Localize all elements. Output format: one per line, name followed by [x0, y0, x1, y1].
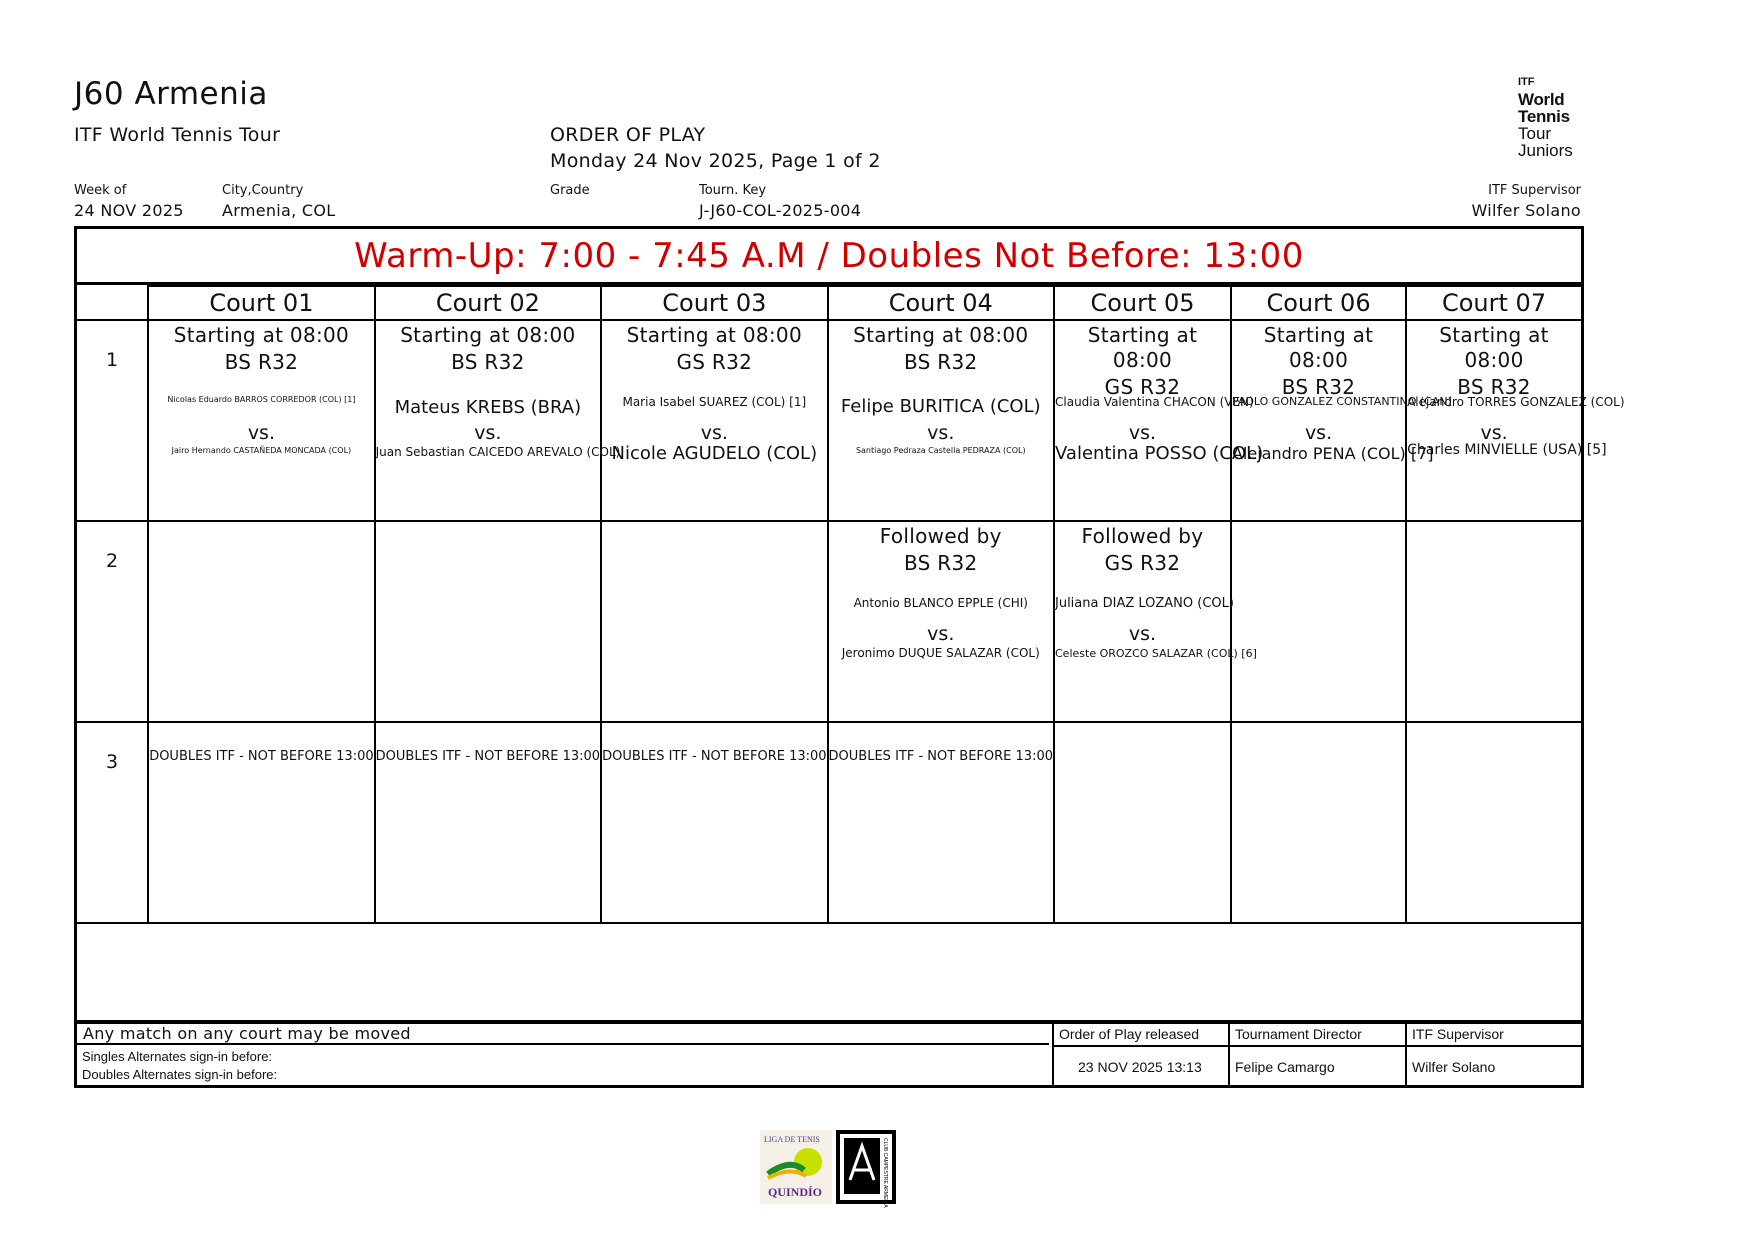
court-header: Court 04 — [828, 286, 1054, 320]
vs-label: vs. — [1304, 422, 1333, 444]
match-event: BS R32 — [903, 551, 978, 575]
doubles-cell — [828, 722, 1054, 923]
schedule-row — [77, 521, 1581, 722]
order-of-play-title: ORDER OF PLAY — [550, 124, 706, 146]
match-time: Starting at 08:00 — [173, 323, 350, 347]
week-label: Week of — [74, 183, 127, 198]
doubles-cell — [601, 722, 827, 923]
match-time: Starting at 08:00 — [1263, 323, 1374, 372]
corner-cell — [77, 286, 148, 320]
doubles-alternates: Doubles Alternates sign-in before: — [82, 1067, 278, 1082]
player-two: Nicole AGUDELO (COL) — [611, 443, 818, 464]
empty-cell — [1054, 722, 1231, 923]
page-title: J60 Armenia — [74, 76, 268, 112]
player-two: Celeste OROZCO SALAZAR (COL) [6] — [1055, 647, 1257, 660]
player-one: Nicolas Eduardo BARROS CORREDOR (COL) [1] — [167, 395, 356, 404]
court-header: Court 03 — [601, 286, 827, 320]
court-header: Court 01 — [148, 286, 374, 320]
tour-name: ITF World Tennis Tour — [74, 124, 281, 146]
footer-supervisor-label: ITF Supervisor — [1407, 1024, 1583, 1047]
vs-label: vs. — [927, 422, 955, 444]
court-header: Court 02 — [375, 286, 601, 320]
court-header: Court 05 — [1054, 286, 1231, 320]
doubles-note: DOUBLES ITF - NOT BEFORE 13:00 — [828, 749, 1053, 764]
match-time: Starting at 08:00 — [626, 323, 802, 347]
match-cell — [1054, 320, 1264, 521]
match-event: GS R32 — [1104, 375, 1181, 399]
player-one: Claudia Valentina CHACON (VEN) — [1055, 395, 1254, 409]
match-cell — [1406, 320, 1625, 521]
footer-supervisor-value: Wilfer Solano — [1412, 1059, 1496, 1075]
liga-top-text: LIGA DE TENIS — [764, 1135, 820, 1144]
match-cell — [375, 320, 621, 521]
match-cell — [601, 320, 827, 521]
doubles-note: DOUBLES ITF - NOT BEFORE 13:00 — [602, 749, 827, 764]
tourn-key-value: J-J60-COL-2025-004 — [699, 201, 862, 220]
moved-note: Any match on any court may be moved — [83, 1024, 411, 1043]
schedule-row — [77, 722, 1581, 923]
empty-cell — [1406, 722, 1581, 923]
warmup-banner: Warm-Up: 7:00 - 7:45 A.M / Doubles Not Before: 13:00 — [77, 229, 1581, 285]
released-col — [1052, 1024, 1230, 1085]
sponsor-logos — [760, 1130, 898, 1208]
vs-label: vs. — [700, 422, 728, 444]
director-label: Tournament Director — [1230, 1024, 1407, 1047]
liga-bottom-text: QUINDÍO — [768, 1185, 823, 1199]
row-number: 3 — [77, 722, 148, 923]
footer-supervisor-col — [1405, 1024, 1583, 1085]
match-cell — [1054, 521, 1257, 722]
match-cell — [1231, 320, 1452, 521]
player-one: Alejandro TORRES GONZALEZ (COL) — [1407, 395, 1625, 409]
match-event: BS R32 — [1281, 375, 1356, 399]
player-one: PAOLO GONZALEZ CONSTANTINO (CAN) — [1231, 395, 1452, 408]
player-one: Antonio BLANCO EPPLE (CHI) — [853, 596, 1028, 610]
player-one: Maria Isabel SUAREZ (COL) [1] — [622, 395, 807, 409]
alternates-notes — [82, 1048, 277, 1084]
court-header: Court 06 — [1231, 286, 1406, 320]
singles-alternates: Singles Alternates sign-in before: — [82, 1049, 273, 1064]
match-cell — [148, 320, 374, 521]
match-time: Followed by — [1081, 524, 1204, 548]
player-two: Juan Sebastian CAICEDO AREVALO (COL) — [375, 445, 621, 459]
schedule-grid — [77, 285, 1625, 924]
supervisor-label: ITF Supervisor — [1488, 183, 1581, 198]
schedule-frame — [74, 226, 1625, 1088]
week-value: 24 NOV 2025 — [74, 201, 184, 220]
player-one: Felipe BURITICA (COL) — [840, 396, 1041, 417]
released-label: Order of Play released — [1054, 1024, 1230, 1047]
doubles-note: DOUBLES ITF - NOT BEFORE 13:00 — [149, 749, 374, 764]
match-event: BS R32 — [1457, 375, 1531, 399]
match-event: BS R32 — [903, 350, 978, 374]
supervisor-value: Wilfer Solano — [1471, 201, 1581, 220]
court-header-row — [77, 286, 1581, 320]
match-time: Starting at 08:00 — [853, 323, 1029, 347]
city-value: Armenia, COL — [222, 201, 336, 220]
vs-label: vs. — [927, 623, 955, 645]
empty-cell — [601, 521, 827, 722]
match-cell — [828, 320, 1054, 521]
club-text: CLUB CAMPESTRE ARMENIA — [882, 1138, 888, 1208]
doubles-cell — [375, 722, 601, 923]
player-two: Jeronimo DUQUE SALAZAR (COL) — [841, 646, 1040, 660]
match-cell — [828, 521, 1054, 722]
player-two: Jairo Hernando CASTAÑEDA MONCADA (COL) — [171, 446, 352, 455]
match-event: GS R32 — [676, 350, 753, 374]
vs-label: vs. — [247, 422, 275, 444]
footer-divider — [77, 1043, 1049, 1045]
director-value: Felipe Camargo — [1235, 1059, 1335, 1075]
doubles-cell — [148, 722, 374, 923]
itf-world-tennis-tour-juniors-logo: ITF World Tennis Tour Juniors — [1518, 76, 1573, 160]
player-two: Santiago Pedraza Castella PEDRAZA (COL) — [855, 446, 1026, 455]
grade-label: Grade — [550, 183, 590, 198]
row-number: 1 — [77, 320, 148, 521]
vs-label: vs. — [1128, 623, 1157, 645]
empty-cell — [1231, 722, 1406, 923]
order-of-play-date: Monday 24 Nov 2025, Page 1 of 2 — [550, 150, 881, 172]
vs-label: vs. — [474, 422, 502, 444]
match-event: BS R32 — [224, 350, 299, 374]
player-one: Juliana DIAZ LOZANO (COL) — [1055, 596, 1234, 611]
city-label: City,Country — [222, 183, 304, 198]
empty-cell — [148, 521, 374, 722]
row-number: 2 — [77, 521, 148, 722]
match-time: Starting at 08:00 — [1439, 323, 1549, 372]
player-one: Mateus KREBS (BRA) — [394, 397, 582, 418]
tourn-key-label: Tourn. Key — [699, 183, 767, 198]
match-event: BS R32 — [451, 350, 525, 374]
footer-box — [74, 1020, 1584, 1088]
player-two: Charles MINVIELLE (USA) [5] — [1407, 442, 1607, 458]
vs-label: vs. — [1128, 422, 1157, 444]
empty-cell — [1231, 521, 1406, 722]
empty-cell — [1406, 521, 1581, 722]
schedule-row — [77, 320, 1581, 521]
match-event: GS R32 — [1104, 551, 1181, 575]
empty-cell — [375, 521, 601, 722]
match-time: Starting at 08:00 — [400, 323, 576, 347]
released-value: 23 NOV 2025 13:13 — [1078, 1059, 1202, 1075]
player-two: Valentina POSSO (COL) — [1055, 443, 1264, 464]
player-two: Alejandro PENA (COL) [7] — [1231, 444, 1434, 463]
match-time: Starting at 08:00 — [1087, 323, 1198, 372]
vs-label: vs. — [1480, 422, 1508, 444]
director-col — [1228, 1024, 1407, 1085]
match-time: Followed by — [879, 524, 1002, 548]
court-header: Court 07 — [1406, 286, 1581, 320]
doubles-note: DOUBLES ITF - NOT BEFORE 13:00 — [375, 749, 601, 764]
